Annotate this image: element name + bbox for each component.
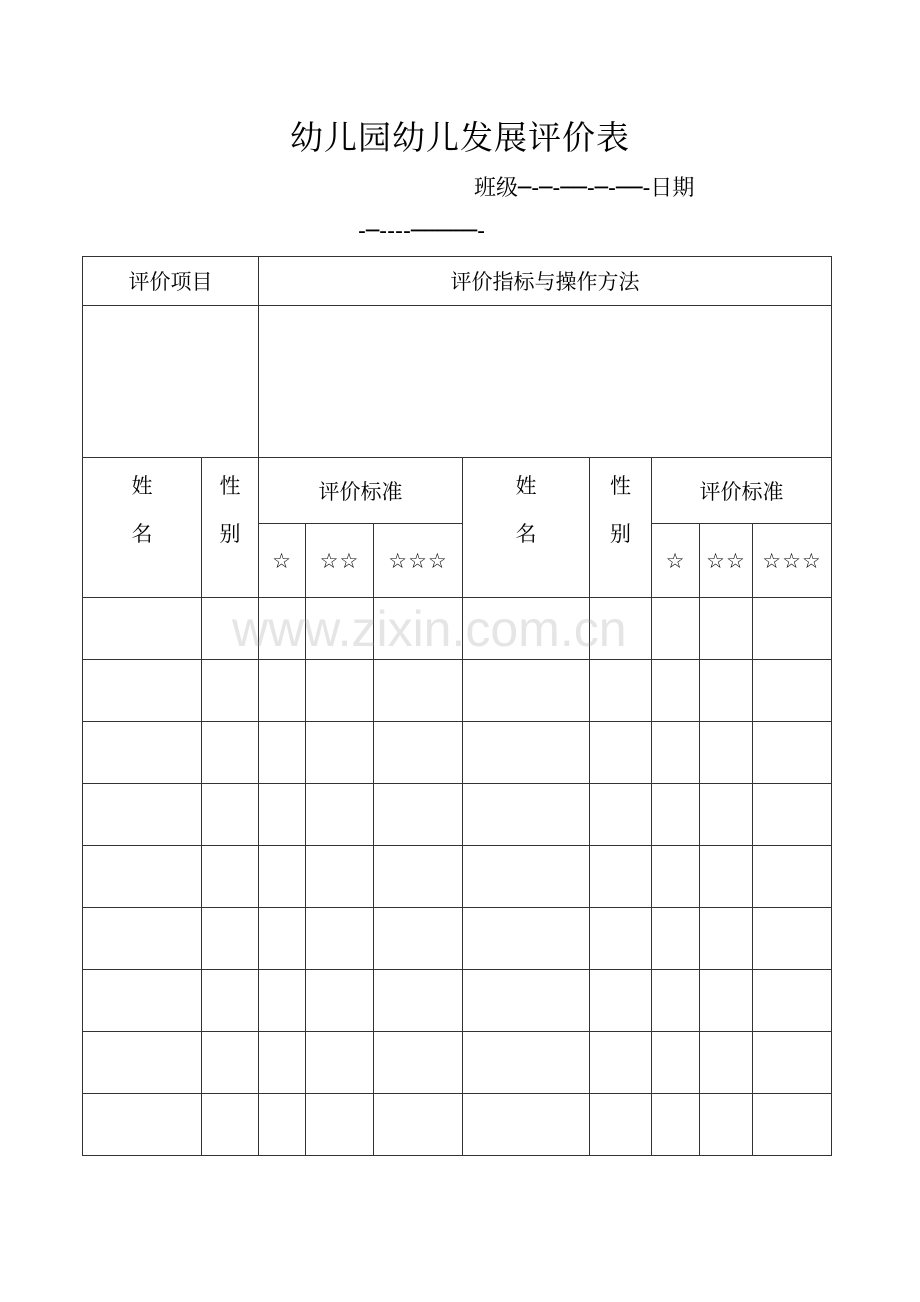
gender-cell[interactable]: [202, 1094, 259, 1156]
one-star-cell[interactable]: [652, 846, 700, 908]
one-star-cell[interactable]: [652, 1094, 700, 1156]
name-cell[interactable]: [83, 598, 202, 660]
three-star-cell[interactable]: [753, 908, 832, 970]
gender-cell[interactable]: [202, 846, 259, 908]
name-cell[interactable]: [463, 908, 590, 970]
gender-cell[interactable]: [590, 970, 652, 1032]
name-cell[interactable]: [463, 970, 590, 1032]
three-star-cell[interactable]: [374, 784, 463, 846]
three-star-cell[interactable]: [374, 1094, 463, 1156]
two-star-cell[interactable]: [306, 908, 374, 970]
standard-header-left: 评价标准: [259, 458, 463, 524]
header-evaluation-item: 评价项目: [83, 257, 259, 306]
gender-cell[interactable]: [202, 722, 259, 784]
name-cell[interactable]: [463, 1032, 590, 1094]
one-star-cell[interactable]: [652, 908, 700, 970]
one-star-cell[interactable]: [259, 846, 306, 908]
gender-cell[interactable]: [590, 1032, 652, 1094]
indicator-method-cell[interactable]: [259, 306, 832, 458]
gender-cell[interactable]: [202, 784, 259, 846]
two-star-cell[interactable]: [700, 722, 753, 784]
table-row: [83, 970, 832, 1032]
two-star-cell[interactable]: [700, 908, 753, 970]
two-star-cell[interactable]: [306, 970, 374, 1032]
table-row: [83, 1032, 832, 1094]
table-row: [83, 846, 832, 908]
two-star-cell[interactable]: [700, 1094, 753, 1156]
table-row: [83, 784, 832, 846]
name-cell[interactable]: [83, 660, 202, 722]
one-star-right: ☆: [652, 524, 700, 598]
one-star-cell[interactable]: [259, 970, 306, 1032]
two-star-cell[interactable]: [700, 598, 753, 660]
gender-cell[interactable]: [202, 908, 259, 970]
name-cell[interactable]: [463, 784, 590, 846]
watermark: www.zixin.com.cn: [232, 601, 627, 657]
three-star-cell[interactable]: [753, 1032, 832, 1094]
one-star-cell[interactable]: [652, 660, 700, 722]
one-star-cell[interactable]: [259, 722, 306, 784]
two-star-cell[interactable]: [306, 1032, 374, 1094]
gender-header-right: 性 别: [590, 458, 652, 598]
name-cell[interactable]: [463, 660, 590, 722]
class-date-line: 班级─-─-──-─-──-日期: [474, 176, 695, 201]
one-star-cell[interactable]: [652, 598, 700, 660]
one-star-cell[interactable]: [259, 784, 306, 846]
one-star-cell[interactable]: [652, 722, 700, 784]
evaluation-table: [82, 256, 832, 1156]
one-star-cell[interactable]: [652, 784, 700, 846]
one-star-cell[interactable]: [652, 1032, 700, 1094]
two-star-cell[interactable]: [306, 784, 374, 846]
evaluation-item-cell[interactable]: [83, 306, 259, 458]
two-star-cell[interactable]: [306, 722, 374, 784]
gender-cell[interactable]: [202, 970, 259, 1032]
name-header-left: 姓 名: [83, 458, 202, 598]
three-star-cell[interactable]: [374, 1032, 463, 1094]
two-star-right: ☆☆: [700, 524, 753, 598]
gender-cell[interactable]: [590, 784, 652, 846]
two-star-left: ☆☆: [306, 524, 374, 598]
three-star-cell[interactable]: [374, 970, 463, 1032]
three-star-cell[interactable]: [753, 970, 832, 1032]
three-star-cell[interactable]: [753, 722, 832, 784]
two-star-cell[interactable]: [700, 970, 753, 1032]
name-cell[interactable]: [83, 1032, 202, 1094]
name-cell[interactable]: [83, 722, 202, 784]
three-star-cell[interactable]: [753, 1094, 832, 1156]
name-header-right: 姓 名: [463, 458, 590, 598]
two-star-cell[interactable]: [700, 660, 753, 722]
one-star-cell[interactable]: [259, 908, 306, 970]
two-star-cell[interactable]: [306, 660, 374, 722]
gender-header-left: 性 别: [202, 458, 259, 598]
gender-cell[interactable]: [590, 846, 652, 908]
gender-cell[interactable]: [590, 1094, 652, 1156]
gender-cell[interactable]: [590, 660, 652, 722]
gender-cell[interactable]: [590, 722, 652, 784]
name-cell[interactable]: [463, 1094, 590, 1156]
two-star-cell[interactable]: [306, 1094, 374, 1156]
gender-cell[interactable]: [202, 660, 259, 722]
page-title: 幼儿园幼儿发展评价表: [290, 118, 630, 157]
table-row: [83, 908, 832, 970]
one-star-cell[interactable]: [259, 660, 306, 722]
name-cell[interactable]: [83, 1094, 202, 1156]
three-star-cell[interactable]: [374, 660, 463, 722]
two-star-cell[interactable]: [700, 1032, 753, 1094]
header-indicator-method: 评价指标与操作方法: [259, 257, 832, 306]
name-cell[interactable]: [463, 846, 590, 908]
gender-cell[interactable]: [202, 1032, 259, 1094]
one-star-cell[interactable]: [259, 1094, 306, 1156]
three-star-cell[interactable]: [753, 784, 832, 846]
name-cell[interactable]: [463, 722, 590, 784]
three-star-cell[interactable]: [753, 660, 832, 722]
three-star-cell[interactable]: [374, 722, 463, 784]
one-star-cell[interactable]: [652, 970, 700, 1032]
two-star-cell[interactable]: [700, 784, 753, 846]
three-star-cell[interactable]: [374, 846, 463, 908]
table-row: [83, 1094, 832, 1156]
three-star-cell[interactable]: [374, 908, 463, 970]
three-star-cell[interactable]: [753, 846, 832, 908]
one-star-cell[interactable]: [259, 1032, 306, 1094]
gender-cell[interactable]: [590, 908, 652, 970]
three-star-left: ☆☆☆: [374, 524, 463, 598]
name-cell[interactable]: [83, 908, 202, 970]
two-star-cell[interactable]: [700, 846, 753, 908]
two-star-cell[interactable]: [306, 846, 374, 908]
three-star-right: ☆☆☆: [753, 524, 832, 598]
table-row: [83, 660, 832, 722]
standard-header-right: 评价标准: [652, 458, 832, 524]
name-cell[interactable]: [83, 970, 202, 1032]
table-row: [83, 722, 832, 784]
three-star-cell[interactable]: [753, 598, 832, 660]
name-cell[interactable]: [83, 846, 202, 908]
one-star-left: ☆: [259, 524, 306, 598]
name-cell[interactable]: [83, 784, 202, 846]
date-line: -─----─────-: [358, 219, 486, 244]
